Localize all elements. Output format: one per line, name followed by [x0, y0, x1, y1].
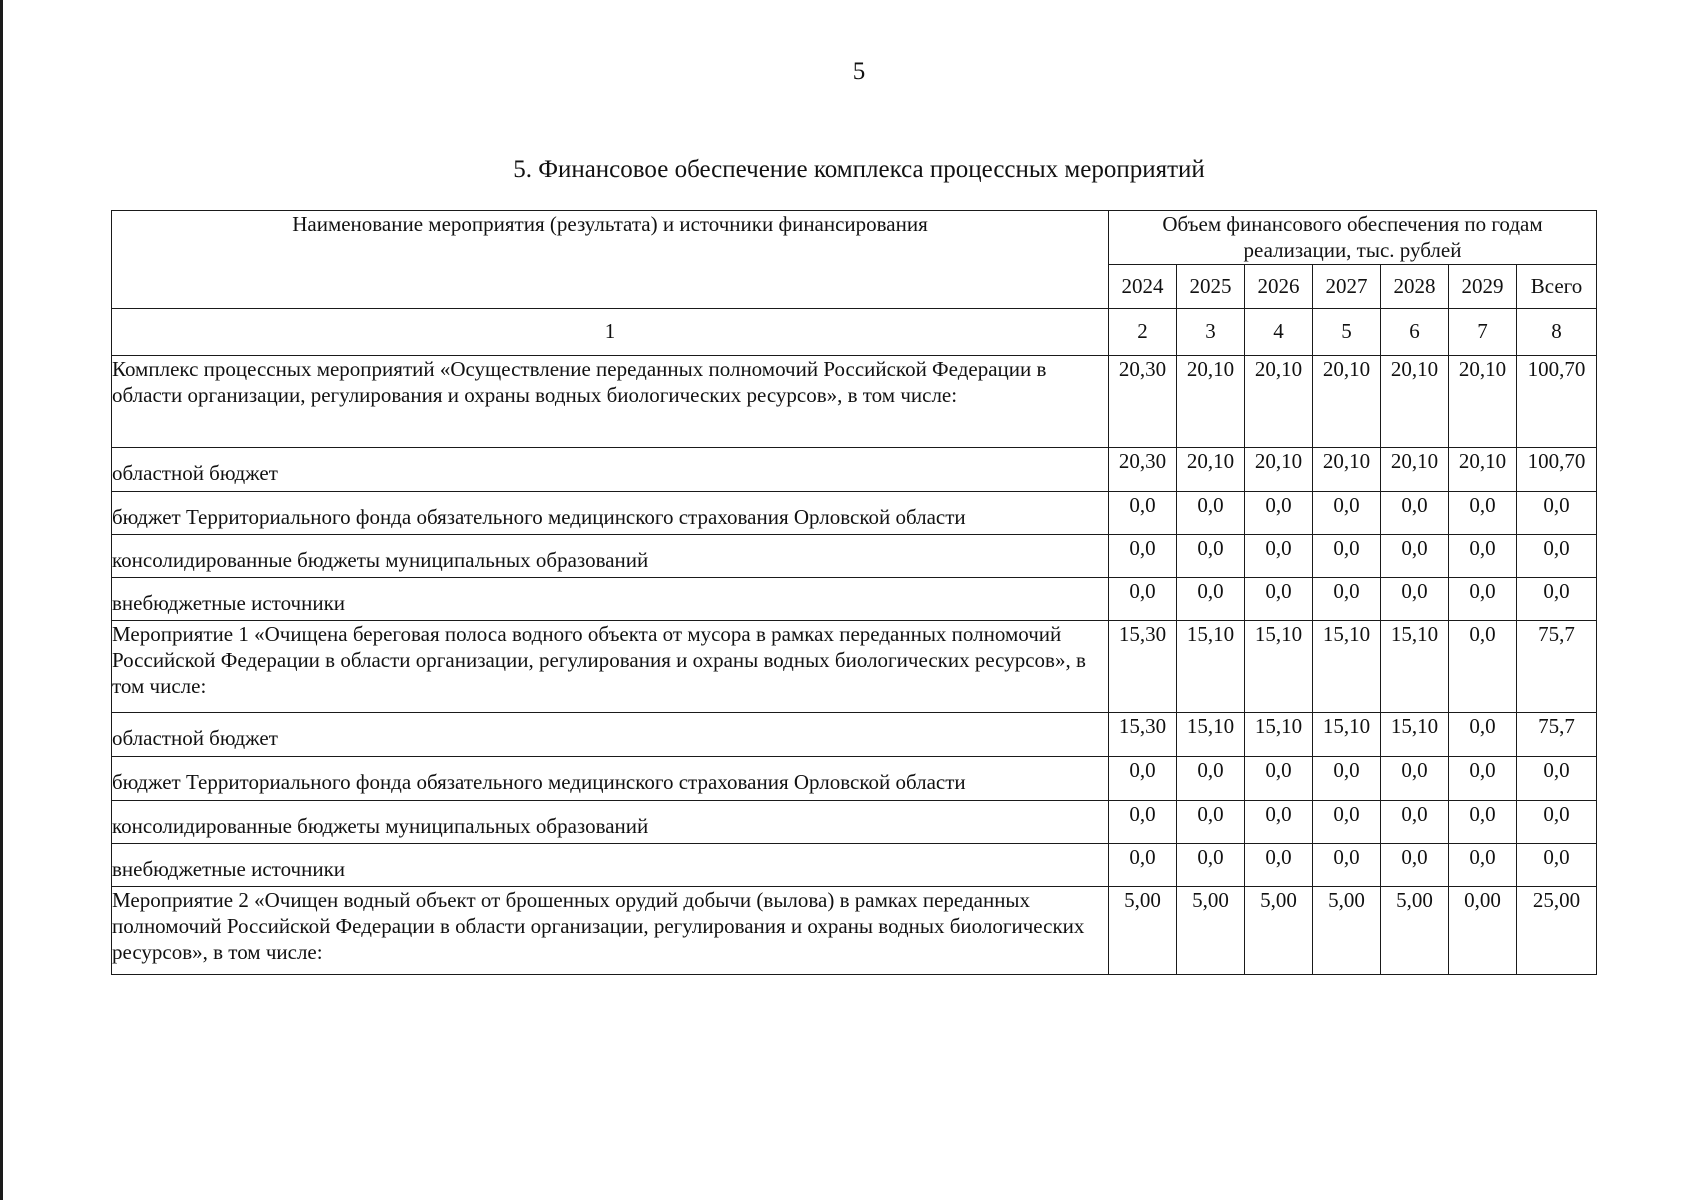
value-cell: 20,30 [1109, 355, 1177, 447]
row-name-cell: Комплекс процессных мероприятий «Осуществление переданных полномочий Российской Федерации в области организации, регулирования и охраны водных биологических ресурсов», в том числе: [112, 355, 1109, 447]
value-cell: 0,0 [1381, 800, 1449, 843]
value-cell: 0,0 [1517, 534, 1597, 577]
value-cell: 0,00 [1449, 886, 1517, 974]
value-cell: 0,0 [1109, 491, 1177, 534]
value-cell: 0,0 [1381, 843, 1449, 886]
column-index-cell: 7 [1449, 308, 1517, 355]
table-row [112, 756, 1597, 800]
row-name-cell: внебюджетные источники [112, 577, 1109, 620]
table-row [112, 491, 1597, 534]
value-cell: 20,10 [1449, 355, 1517, 447]
value-cell: 0,0 [1109, 843, 1177, 886]
year-header-cell: 2029 [1449, 264, 1517, 308]
value-cell: 75,7 [1517, 712, 1597, 756]
column-index-row [112, 308, 1597, 355]
value-cell: 0,0 [1313, 843, 1381, 886]
value-cell: 0,0 [1177, 534, 1245, 577]
value-cell: 0,0 [1245, 756, 1313, 800]
value-cell: 15,10 [1177, 712, 1245, 756]
value-cell: 0,0 [1245, 534, 1313, 577]
value-cell: 20,30 [1109, 447, 1177, 491]
section-title: 5. Финансовое обеспечение комплекса процессных мероприятий [513, 156, 1205, 183]
value-cell: 15,10 [1245, 712, 1313, 756]
value-cell: 0,0 [1517, 577, 1597, 620]
column-index-cell: 2 [1109, 308, 1177, 355]
table-row [112, 620, 1597, 712]
column-index-cell: 8 [1517, 308, 1597, 355]
year-header-cell: 2025 [1177, 264, 1245, 308]
row-name-cell: консолидированные бюджеты муниципальных образований [112, 534, 1109, 577]
value-cell: 20,10 [1245, 355, 1313, 447]
value-cell: 75,7 [1517, 620, 1597, 712]
value-cell: 0,0 [1245, 800, 1313, 843]
value-cell: 5,00 [1313, 886, 1381, 974]
page-number: 5 [852, 58, 866, 85]
table-row [112, 712, 1597, 756]
value-cell: 0,0 [1313, 756, 1381, 800]
value-cell: 0,0 [1517, 843, 1597, 886]
value-cell: 0,0 [1313, 491, 1381, 534]
row-name-cell: консолидированные бюджеты муниципальных образований [112, 800, 1109, 843]
row-name-cell: внебюджетные источники [112, 843, 1109, 886]
value-cell: 0,0 [1177, 800, 1245, 843]
year-header-cell: 2028 [1381, 264, 1449, 308]
value-cell: 20,10 [1313, 355, 1381, 447]
table-header-row [112, 211, 1597, 265]
column-index-cell: 3 [1177, 308, 1245, 355]
table-row [112, 447, 1597, 491]
value-cell: 0,0 [1245, 491, 1313, 534]
value-cell: 0,0 [1313, 534, 1381, 577]
financing-table [111, 210, 1597, 975]
value-cell: 0,0 [1381, 577, 1449, 620]
row-name-cell: бюджет Территориального фонда обязательного медицинского страхования Орловской области [112, 491, 1109, 534]
value-cell: 0,0 [1517, 800, 1597, 843]
value-cell: 0,0 [1517, 491, 1597, 534]
value-cell: 0,0 [1517, 756, 1597, 800]
value-cell: 20,10 [1313, 447, 1381, 491]
value-cell: 15,10 [1313, 712, 1381, 756]
value-cell: 15,10 [1381, 620, 1449, 712]
value-cell: 0,0 [1177, 756, 1245, 800]
value-cell: 100,70 [1517, 447, 1597, 491]
value-cell: 0,0 [1449, 491, 1517, 534]
value-cell: 0,0 [1449, 620, 1517, 712]
value-cell: 0,0 [1449, 712, 1517, 756]
value-cell: 0,0 [1381, 491, 1449, 534]
table-body [112, 308, 1597, 974]
value-cell: 20,10 [1177, 355, 1245, 447]
value-cell: 100,70 [1517, 355, 1597, 447]
value-cell: 15,30 [1109, 712, 1177, 756]
value-cell: 0,0 [1177, 577, 1245, 620]
row-name-cell: бюджет Территориального фонда обязательного медицинского страхования Орловской области [112, 756, 1109, 800]
value-cell: 0,0 [1381, 534, 1449, 577]
value-cell: 0,0 [1109, 756, 1177, 800]
value-cell: 20,10 [1177, 447, 1245, 491]
value-cell: 15,30 [1109, 620, 1177, 712]
value-cell: 20,10 [1381, 447, 1449, 491]
year-header-cell: Всего [1517, 264, 1597, 308]
value-cell: 0,0 [1245, 843, 1313, 886]
value-cell: 5,00 [1177, 886, 1245, 974]
year-header-cell: 2027 [1313, 264, 1381, 308]
table-row [112, 886, 1597, 974]
value-cell: 15,10 [1313, 620, 1381, 712]
table-row [112, 355, 1597, 447]
value-cell: 15,10 [1381, 712, 1449, 756]
year-header-cell: 2026 [1245, 264, 1313, 308]
row-name-cell: Мероприятие 2 «Очищен водный объект от брошенных орудий добычи (вылова) в рамках переданных полномочий Российской Федерации в области организации, регулирования и охраны водных биологических ресурсов», в том числе: [112, 886, 1109, 974]
year-header-cell: 2024 [1109, 264, 1177, 308]
value-cell: 0,0 [1449, 756, 1517, 800]
value-cell: 0,0 [1109, 534, 1177, 577]
table-row [112, 843, 1597, 886]
value-cell: 0,0 [1449, 577, 1517, 620]
value-cell: 0,0 [1313, 800, 1381, 843]
value-cell: 0,0 [1449, 843, 1517, 886]
header-volume-cell: Объем финансового обеспечения по годам реализации, тыс. рублей [1109, 211, 1597, 265]
value-cell: 5,00 [1381, 886, 1449, 974]
value-cell: 0,0 [1449, 534, 1517, 577]
column-index-cell: 5 [1313, 308, 1381, 355]
value-cell: 15,10 [1177, 620, 1245, 712]
table-row [112, 534, 1597, 577]
value-cell: 0,0 [1313, 577, 1381, 620]
value-cell: 0,0 [1449, 800, 1517, 843]
row-name-cell: Мероприятие 1 «Очищена береговая полоса водного объекта от мусора в рамках переданных полномочий Российской Федерации в области организации, регулирования и охраны водных биологических ресурсов», в том числе: [112, 620, 1109, 712]
value-cell: 0,0 [1177, 491, 1245, 534]
table-row [112, 800, 1597, 843]
value-cell: 20,10 [1381, 355, 1449, 447]
value-cell: 15,10 [1245, 620, 1313, 712]
value-cell: 25,00 [1517, 886, 1597, 974]
value-cell: 0,0 [1177, 843, 1245, 886]
header-name-cell: Наименование мероприятия (результата) и источники финансирования [112, 211, 1109, 309]
row-name-cell: областной бюджет [112, 447, 1109, 491]
column-index-cell: 4 [1245, 308, 1313, 355]
value-cell: 0,0 [1109, 577, 1177, 620]
value-cell: 20,10 [1245, 447, 1313, 491]
value-cell: 0,0 [1109, 800, 1177, 843]
value-cell: 0,0 [1381, 756, 1449, 800]
table-row [112, 577, 1597, 620]
value-cell: 20,10 [1449, 447, 1517, 491]
value-cell: 0,0 [1245, 577, 1313, 620]
value-cell: 5,00 [1109, 886, 1177, 974]
column-index-cell: 1 [112, 308, 1109, 355]
value-cell: 5,00 [1245, 886, 1313, 974]
column-index-cell: 6 [1381, 308, 1449, 355]
row-name-cell: областной бюджет [112, 712, 1109, 756]
